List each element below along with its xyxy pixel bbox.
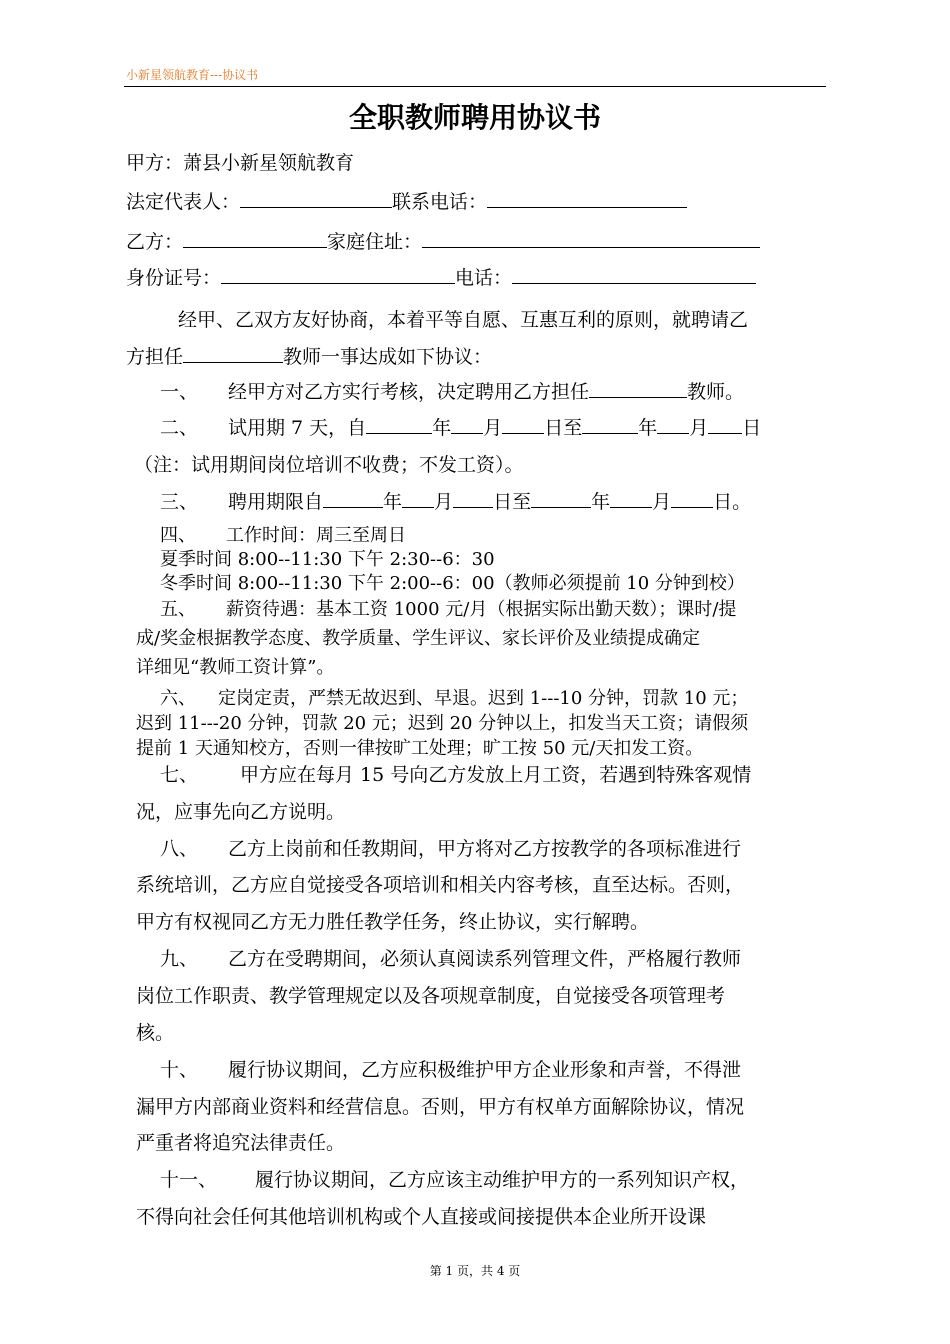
page-header: 小新星领航教育---协议书 xyxy=(126,68,259,82)
party-a-line xyxy=(126,151,354,175)
contact-phone-blank[interactable] xyxy=(487,189,687,208)
header-divider xyxy=(124,86,826,87)
clause-10-line-1 xyxy=(160,1058,741,1082)
clause-1-number: 一、 xyxy=(160,381,199,403)
id-number-line xyxy=(126,265,756,290)
term-start-month-blank[interactable] xyxy=(402,489,434,508)
clause-5-text: 薪资待遇：基本工资 1000 元/月（根据实际出勤天数）；课时/提 xyxy=(226,599,737,620)
party-b-blank[interactable] xyxy=(183,229,327,248)
clause-10-text: 履行协议期间，乙方应积极维护甲方企业形象和声誉，不得泄 xyxy=(228,1059,742,1081)
clause-8-line-2: 系统培训，乙方应自觉接受各项培训和相关内容考核，直至达标。否则， xyxy=(136,874,745,896)
contact-phone-label: 联系电话： xyxy=(392,191,488,213)
phone-label: 电话： xyxy=(455,267,513,289)
legal-rep-line xyxy=(126,189,687,214)
month-label: 月 xyxy=(483,417,503,439)
party-b-line xyxy=(126,229,760,254)
clause-3-number: 三、 xyxy=(160,491,199,513)
clause-9-line-3: 核。 xyxy=(136,1022,175,1044)
party-a-label: 甲方： xyxy=(126,152,184,174)
term-end-year-blank[interactable] xyxy=(531,489,591,508)
phone-blank[interactable] xyxy=(512,265,756,284)
intro-subject-blank[interactable] xyxy=(183,344,283,363)
clause-9-line-1 xyxy=(160,947,741,971)
term-end-month-blank[interactable] xyxy=(610,489,652,508)
clause-2-number: 二、 xyxy=(160,417,199,439)
home-address-blank[interactable] xyxy=(422,229,760,248)
id-number-blank[interactable] xyxy=(221,265,455,284)
month-label: 月 xyxy=(434,491,454,513)
clause-6-line-1 xyxy=(160,687,748,711)
clause-8-line-1 xyxy=(160,837,741,861)
year-label: 年 xyxy=(383,491,403,513)
legal-rep-blank[interactable] xyxy=(240,189,392,208)
clause-9-line-2: 岗位工作职责、教学管理规定以及各项规章制度，自觉接受各项管理考 xyxy=(136,985,726,1007)
clause-3-text: 聘用期限自 xyxy=(228,491,324,513)
term-start-day-blank[interactable] xyxy=(453,489,493,508)
clause-1-text-end: 教师。 xyxy=(687,381,745,403)
clause-11-number: 十一、 xyxy=(160,1169,218,1191)
clause-5-line-3: 详细见“教师工资计算”。 xyxy=(136,657,335,678)
intro-text-b: 教师一事达成如下协议： xyxy=(283,346,493,368)
clause-8-number: 八、 xyxy=(160,838,199,860)
trial-start-year-blank[interactable] xyxy=(366,415,432,434)
clause-2 xyxy=(160,415,761,440)
year-label: 年 xyxy=(638,417,658,439)
trial-end-year-blank[interactable] xyxy=(582,415,638,434)
clause-7-line-2: 况，应事先向乙方说明。 xyxy=(136,801,346,823)
clause-2-text: 试用期 7 天，自 xyxy=(228,417,367,439)
term-end-day-blank[interactable] xyxy=(671,489,713,508)
intro-line-1: 经甲、乙双方友好协商，本着平等自愿、互惠互利的原则，就聘请乙 xyxy=(178,309,749,331)
intro-line-2 xyxy=(126,344,492,369)
clause-10-line-2: 漏甲方内部商业资料和经营信息。否则，甲方有权单方面解除协议，情况 xyxy=(136,1096,745,1118)
clause-3 xyxy=(160,489,751,514)
clause-1-subject-blank[interactable] xyxy=(589,379,687,398)
party-b-label: 乙方： xyxy=(126,231,184,253)
day-end-label: 日。 xyxy=(713,491,752,513)
clause-4 xyxy=(160,524,406,548)
clause-9-number: 九、 xyxy=(160,948,199,970)
month-label: 月 xyxy=(689,417,709,439)
clause-11-line-1 xyxy=(160,1168,749,1192)
clause-4-text: 工作时间：周三至周日 xyxy=(226,525,406,546)
clause-6-text: 定岗定责，严禁无故迟到、早退。迟到 1---10 分钟，罚款 10 元； xyxy=(218,688,749,709)
day-label: 日 xyxy=(742,417,762,439)
clause-10-line-3: 严重者将追究法律责任。 xyxy=(136,1132,346,1154)
clause-5-line-2: 成/奖金根据教学态度、教学质量、学生评议、家长评价及业绩提成确定 xyxy=(136,628,701,649)
clause-1 xyxy=(160,379,744,404)
clause-8-line-3: 甲方有权视同乙方无力胜任教学任务，终止协议，实行解聘。 xyxy=(136,911,650,933)
page-footer: 第 1 页，共 4 页 xyxy=(429,1264,521,1278)
document-title: 全职教师聘用协议书 xyxy=(348,101,601,134)
clause-2-note: （注：试用期间岗位培训不收费；不发工资）。 xyxy=(134,454,524,476)
clause-11-text: 履行协议期间，乙方应该主动维护甲方的一系列知识产权， xyxy=(255,1169,750,1191)
clause-5-line-1 xyxy=(160,598,736,622)
clause-7-text: 甲方应在每月 15 号向乙方发放上月工资，若遇到特殊客观情 xyxy=(240,764,752,786)
year-label: 年 xyxy=(432,417,452,439)
month-label: 月 xyxy=(652,491,672,513)
clause-1-text: 经甲方对乙方实行考核，决定聘用乙方担任 xyxy=(228,381,590,403)
clause-6-line-3: 提前 1 天通知校方，否则一律按旷工处理；旷工按 50 元/天扣发工资。 xyxy=(136,738,704,759)
clause-6-number: 六、 xyxy=(160,688,196,709)
trial-end-day-blank[interactable] xyxy=(708,415,742,434)
clause-5-number: 五、 xyxy=(160,599,196,620)
clause-11-line-2: 不得向社会任何其他培训机构或个人直接或间接提供本企业所开设课 xyxy=(136,1206,707,1228)
day-to-label: 日至 xyxy=(493,491,532,513)
party-a-name: 萧县小新星领航教育 xyxy=(183,152,355,174)
clause-10-number: 十、 xyxy=(160,1059,199,1081)
clause-9-text: 乙方在受聘期间，必须认真阅读系列管理文件，严格履行教师 xyxy=(228,948,742,970)
clause-4-number: 四、 xyxy=(160,525,196,546)
trial-end-month-blank[interactable] xyxy=(657,415,689,434)
term-start-year-blank[interactable] xyxy=(323,489,383,508)
clause-8-text: 乙方上岗前和任教期间，甲方将对乙方按教学的各项标准进行 xyxy=(228,838,742,860)
trial-start-month-blank[interactable] xyxy=(451,415,483,434)
intro-text-a: 方担任 xyxy=(126,346,184,368)
day-to-label: 日至 xyxy=(544,417,583,439)
winter-hours: 冬季时间 8:00--11:30 下午 2:00--6：00（教师必须提前 10 分钟到校） xyxy=(160,573,745,594)
clause-6-line-2: 迟到 11---20 分钟，罚款 20 元；迟到 20 分钟以上，扣发当天工资；请假须 xyxy=(136,713,749,734)
home-address-label: 家庭住址： xyxy=(327,231,423,253)
trial-start-day-blank[interactable] xyxy=(502,415,544,434)
id-number-label: 身份证号： xyxy=(126,267,222,289)
year-label: 年 xyxy=(591,491,611,513)
clause-7-number: 七、 xyxy=(160,764,199,786)
summer-hours: 夏季时间 8:00--11:30 下午 2:30--6：30 xyxy=(160,549,495,570)
clause-7-line-1 xyxy=(160,763,751,787)
legal-rep-label: 法定代表人： xyxy=(126,191,241,213)
